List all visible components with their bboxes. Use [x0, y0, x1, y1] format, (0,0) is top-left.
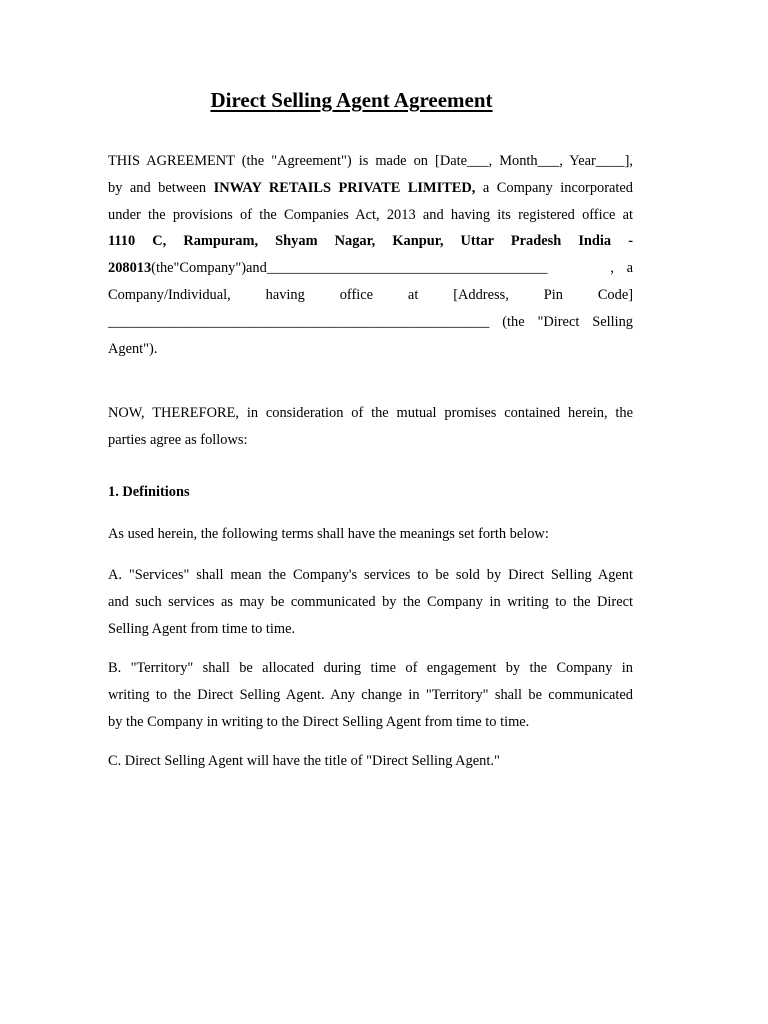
- definition-territory: [108, 655, 633, 735]
- intro-by-and-between: by and between: [108, 179, 214, 196]
- company-party-tail: , a: [610, 260, 633, 277]
- document-title: Direct Selling Agent Agreement: [210, 88, 493, 112]
- definition-territory-line-3: by the Company in writing to the Direct Selling Agent from time to time.: [108, 713, 530, 730]
- company-incorporated-text: a Company incorporated: [475, 179, 633, 196]
- definition-territory-line-2: writing to the Direct Selling Agent. Any change in "Territory" shall be communicated: [108, 686, 633, 703]
- company-address: 1110 C, Rampuram, Shyam Nagar, Kanpur, Uttar Pradesh India -: [108, 233, 633, 250]
- company-pin-code: 208013: [108, 260, 152, 277]
- definition-title-line-1: C. Direct Selling Agent will have the title of "Direct Selling Agent.": [108, 753, 500, 769]
- intro-line-2: [108, 175, 633, 202]
- definition-services-line-2: and such services as may be communicated by the Company in writing to the Direct: [108, 593, 633, 610]
- definition-territory-line-1: B. "Territory" shall be allocated during time of engagement by the Company in: [108, 660, 633, 676]
- definition-services-line-3: Selling Agent from time to time.: [108, 620, 296, 637]
- company-party-blank: (the"Company")and_______________________________________: [151, 260, 548, 277]
- now-therefore-line-2: parties agree as follows:: [108, 431, 248, 448]
- intro-line-3: under the provisions of the Companies Act, 2013 and having its registered office at: [108, 206, 633, 223]
- intro-line-7: [108, 309, 633, 336]
- address-blank: _____________________________________________________: [108, 313, 490, 330]
- intro-line-5: [108, 255, 633, 282]
- now-therefore-line-1: NOW, THEREFORE, in consideration of the mutual promises contained herein, the: [108, 405, 633, 421]
- intro-line-1: THIS AGREEMENT (the "Agreement") is made on [Date___, Month___, Year____],: [108, 153, 633, 169]
- direct-selling-label: (the "Direct Selling: [502, 313, 633, 330]
- intro-paragraph: [108, 148, 633, 362]
- definition-services-line-1: A. "Services" shall mean the Company's services to be sold by Direct Selling Agent: [108, 567, 633, 583]
- section-heading-definitions: 1. Definitions: [108, 484, 190, 500]
- definition-services: [108, 562, 633, 642]
- definitions-lead-line: As used herein, the following terms shall have the meanings set forth below:: [108, 526, 549, 542]
- now-therefore-paragraph: [108, 400, 633, 454]
- definitions-lead: [108, 521, 633, 548]
- company-name: INWAY RETAILS PRIVATE LIMITED,: [213, 179, 476, 196]
- intro-line-6: Company/Individual, having office at [Address, Pin Code]: [108, 286, 633, 303]
- intro-line-8: Agent").: [108, 340, 158, 357]
- definition-title: [108, 748, 633, 775]
